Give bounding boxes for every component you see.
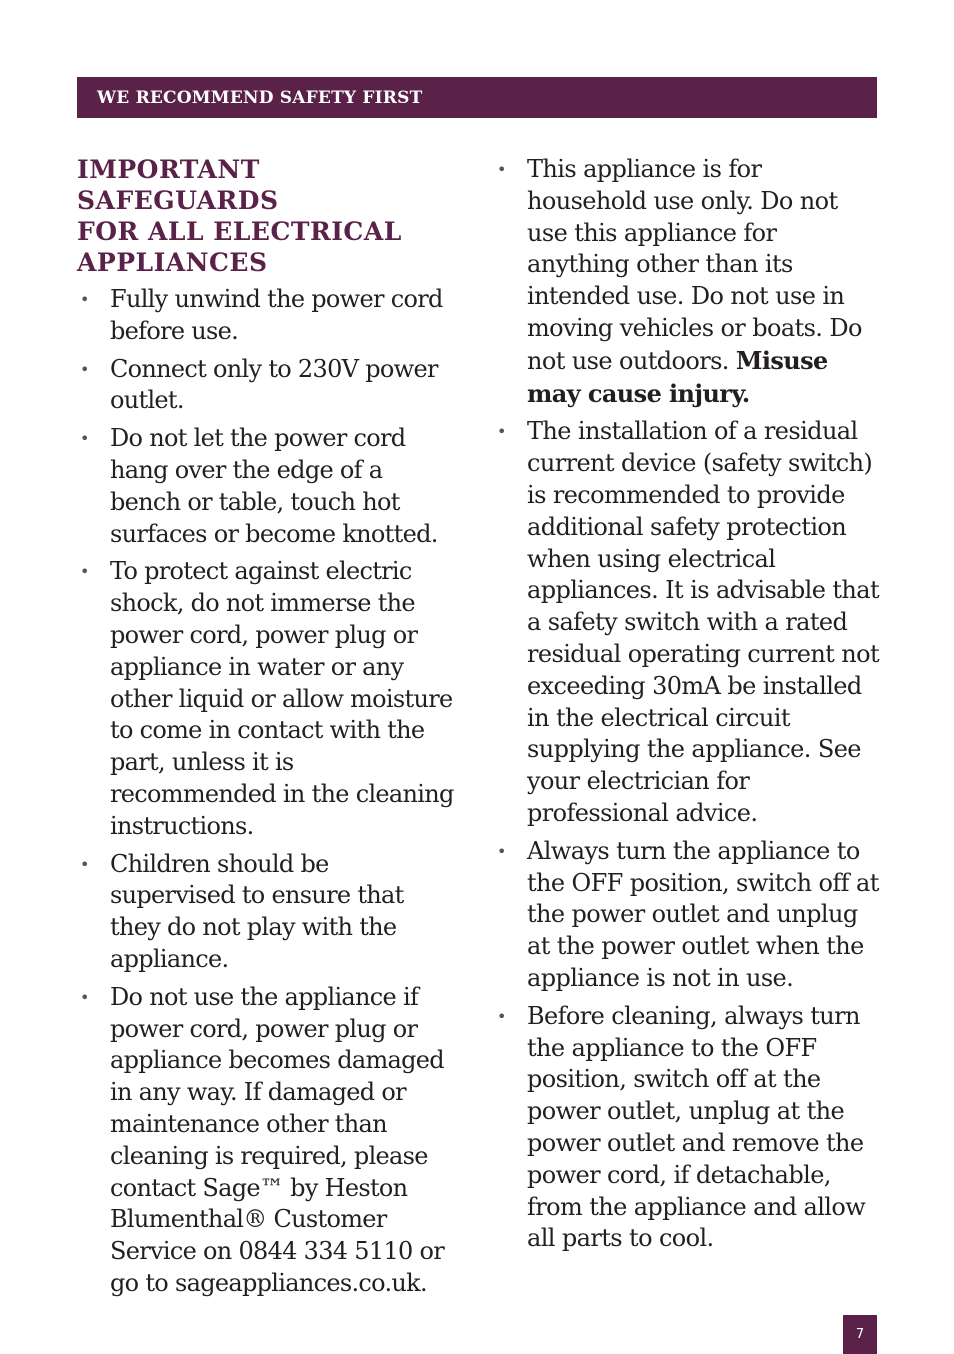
safeguards-heading: IMPORTANT SAFEGUARDS FOR ALL ELECTRICAL APPLIANCES	[77, 155, 402, 277]
list-item: • Before cleaning, always turn the appliance to the OFF position, switch off at the power outlet, unplug at the power outlet and remove the power cord, if detachable, from the appliance and allow all parts to cool.	[497, 1001, 866, 1253]
list-item: • This appliance is for household use only. Do not use this appliance for anything other than its intended use. Do not use in moving vehicles or boats. Do not use outdoors. Misuse may cause injury.	[497, 155, 862, 408]
misuse-warning: Misuse may cause injury.	[527, 345, 828, 408]
bullet-icon: •	[497, 841, 506, 861]
list-item: • Fully unwind the power cord before use.	[80, 285, 443, 345]
safeguards-list-right	[494, 154, 884, 1255]
right-column	[494, 154, 884, 1261]
bullet-icon: •	[80, 987, 89, 1007]
list-item: • To protect against electric shock, do not immerse the power cord, power plug or appliance in water or any other liquid or allow moisture to come in contact with the part, unless it is recommended in the cleaning instructions.	[80, 557, 454, 840]
banner-title: WE RECOMMEND SAFETY FIRST	[97, 87, 423, 108]
safeguards-list-left	[77, 284, 457, 1300]
list-item: • Do not use the appliance if power cord, power plug or appliance becomes damaged in any way. If damaged or maintenance other than cleaning is required, please contact Sage™ by Heston Blumenthal® Customer Service on 0844 334 5110 or go to sageappliances.co.uk.	[80, 982, 445, 1297]
bullet-icon: •	[80, 854, 89, 874]
list-item: • Do not let the power cord hang over the edge of a bench or table, touch hot surfaces or become knotted.	[80, 424, 438, 548]
bullet-icon: •	[80, 562, 89, 582]
bullet-icon: •	[497, 1006, 506, 1026]
list-item: • The installation of a residual current device (safety switch) is recommended to provide additional safety protection when using electrical appliances. It is advisable that a safety switch with a rated residual operating current not exceeding 30mA be installed in the electrical circuit supplying the appliance. See your electrician for professional advice.	[497, 417, 880, 827]
list-item: • Children should be supervised to ensure that they do not play with the appliance.	[80, 849, 404, 973]
bullet-icon: •	[80, 290, 89, 309]
bullet-icon: •	[80, 429, 89, 449]
bullet-icon: •	[80, 359, 89, 379]
page-number: 7	[843, 1315, 877, 1354]
list-item: • Connect only to 230V power outlet.	[80, 354, 438, 415]
bullet-icon: •	[497, 160, 506, 179]
left-column	[77, 154, 457, 1306]
list-item: • Always turn the appliance to the OFF position, switch off at the power outlet and unplug at the power outlet when the appliance is not in use.	[497, 836, 879, 992]
section-banner	[77, 77, 877, 118]
bullet-icon: •	[497, 422, 506, 442]
